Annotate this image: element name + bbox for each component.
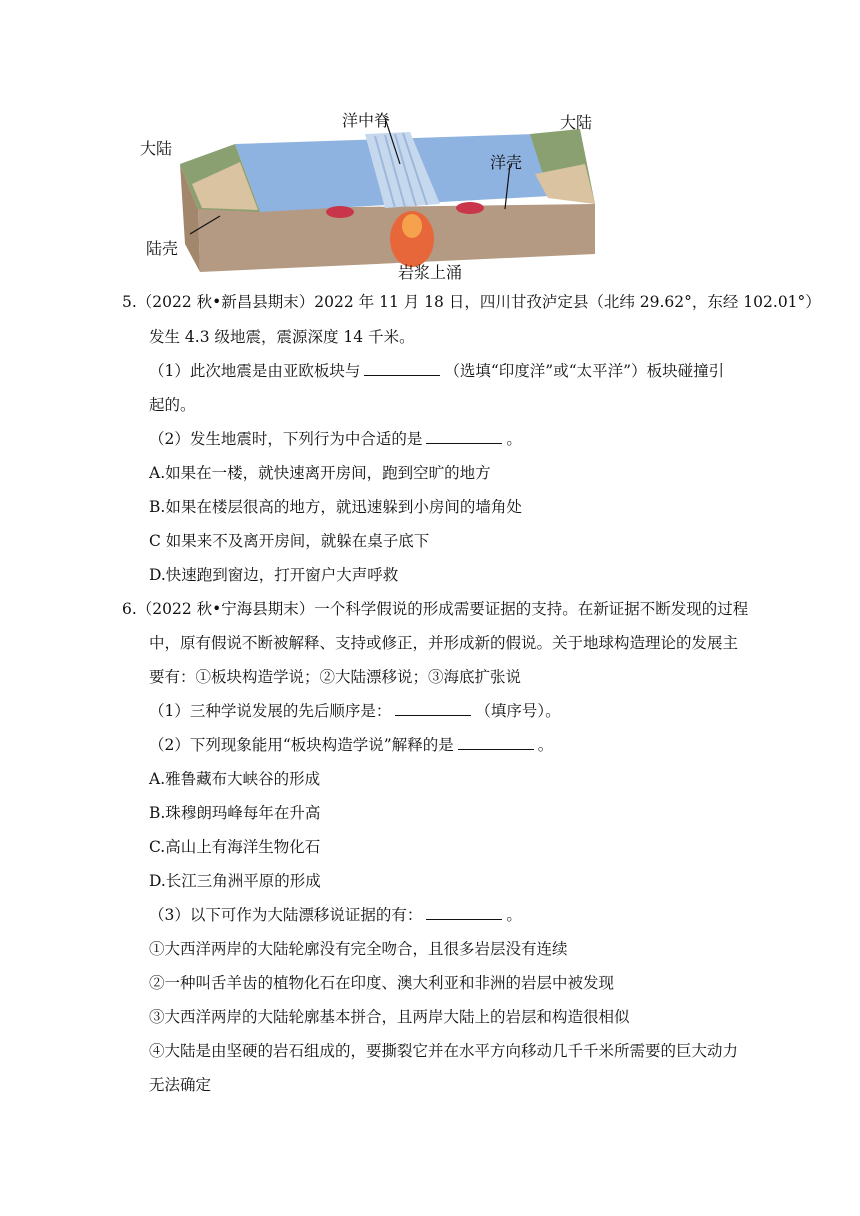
q5-option-b: B.如果在楼层很高的地方，就迅速躲到小房间的墙角处 xyxy=(149,498,522,516)
label-continental-crust: 陆壳 xyxy=(146,239,179,258)
q6-part3 xyxy=(149,905,522,925)
q6-part2-blank[interactable] xyxy=(458,735,534,750)
q5-option-d: D.快速跑到窗边，打开窗户大声呼救 xyxy=(149,566,399,584)
q5-part2 xyxy=(149,429,522,449)
q6-part2-text-b: 。 xyxy=(537,736,554,754)
label-oceanic-crust: 洋壳 xyxy=(490,153,523,172)
q5-part1-cont: 起的。 xyxy=(149,396,196,414)
q5-option-c: C 如果来不及离开房间，就躲在桌子底下 xyxy=(149,532,430,550)
q6-item-1: ①大西洋两岸的大陆轮廓没有完全吻合，且很多岩层没有连续 xyxy=(149,940,568,958)
q5-part1-blank[interactable] xyxy=(364,361,440,376)
q5-part2-blank[interactable] xyxy=(426,429,502,444)
magma-left xyxy=(326,206,354,218)
q6-item-2: ②一种叫舌羊齿的植物化石在印度、澳大利亚和非洲的岩层中被发现 xyxy=(149,974,615,992)
label-continent-right: 大陆 xyxy=(560,113,593,132)
q6-option-c: C.高山上有海洋生物化石 xyxy=(149,838,321,856)
label-magma: 岩浆上涌 xyxy=(398,263,463,282)
q5-part1 xyxy=(149,361,724,381)
q5-part1-text-a: （1）此次地震是由亚欧板块与 xyxy=(149,362,361,380)
q6-stem-line2: 中，原有假说不断被解释、支持或修正，并形成新的假说。关于地球构造理论的发展主 xyxy=(149,634,739,652)
q6-part2-text-a: （2）下列现象能用“板块构造学说”解释的是 xyxy=(149,736,454,754)
q5-stem-line2: 发生 4.3 级地震，震源深度 14 千米。 xyxy=(149,328,415,346)
q5-part2-text-b: 。 xyxy=(506,430,522,448)
magma-right xyxy=(456,202,484,214)
label-continent-left: 大陆 xyxy=(140,139,173,158)
q5-option-a: A.如果在一楼，就快速离开房间，跑到空旷的地方 xyxy=(149,464,491,482)
q6-item-4-cont: 无法确定 xyxy=(149,1076,212,1094)
q6-stem-line3: 要有：①板块构造学说；②大陆漂移说；③海底扩张说 xyxy=(149,668,522,686)
q5-stem-line1: 5.（2022 秋•新昌县期末）2022 年 11 月 18 日，四川甘孜泸定县（北纬 29.62°，东经 102.01°） xyxy=(122,293,821,311)
q6-item-4: ④大陆是由坚硬的岩石组成的，要撕裂它并在水平方向移动几千千米所需要的巨大动力 xyxy=(149,1042,739,1060)
q6-part3-blank[interactable] xyxy=(426,905,502,920)
q6-option-b: B.珠穆朗玛峰每年在升高 xyxy=(149,804,321,822)
q6-option-d: D.长江三角洲平原的形成 xyxy=(149,872,321,890)
q6-part3-text-a: （3）以下可作为大陆漂移说证据的有： xyxy=(149,906,423,924)
mid-ocean-ridge-figure xyxy=(140,104,620,282)
q5-part1-text-b: （选填“印度洋”或“太平洋”）板块碰撞引 xyxy=(444,362,725,380)
q6-part1-blank[interactable] xyxy=(395,701,471,716)
label-mid-ridge: 洋中脊 xyxy=(342,111,391,130)
q6-part1-text-a: （1）三种学说发展的先后顺序是： xyxy=(149,702,392,720)
q6-part1-text-b: （填序号）。 xyxy=(475,702,561,720)
q6-stem-line1: 6.（2022 秋•宁海县期末）一个科学假说的形成需要证据的支持。在新证据不断发现的过程 xyxy=(122,600,749,618)
q6-option-a: A.雅鲁藏布大峡谷的形成 xyxy=(149,770,321,788)
q6-item-3: ③大西洋两岸的大陆轮廓基本拼合，且两岸大陆上的岩层和构造很相似 xyxy=(149,1008,630,1026)
q6-part3-text-b: 。 xyxy=(506,906,522,924)
q5-part2-text-a: （2）发生地震时，下列行为中合适的是 xyxy=(149,430,423,448)
q6-part2 xyxy=(149,735,553,755)
magma-core xyxy=(402,214,422,238)
q6-part1 xyxy=(149,701,561,721)
